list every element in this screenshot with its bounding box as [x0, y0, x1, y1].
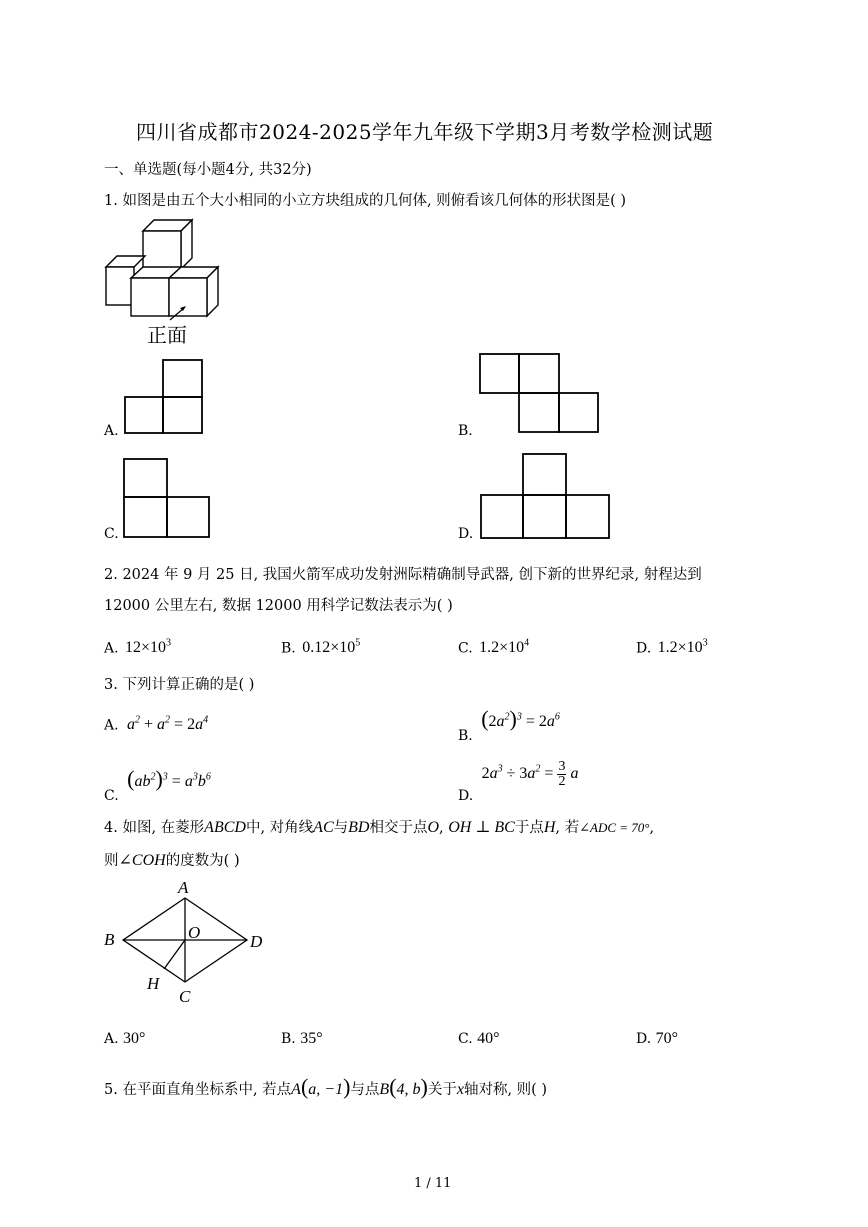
cube-figure: [100, 212, 230, 352]
question-1-stem: 1. 如图是由五个大小相同的小立方块组成的几何体, 则俯看该几何体的形状图是( ): [104, 193, 627, 209]
q3-option-a[interactable]: A. $a^2 + a^2 = 2a^4$: [104, 715, 209, 734]
q1-option-a-label[interactable]: A.: [104, 423, 119, 439]
q3-option-d[interactable]: D. $2a^3 \div 3a^2$ = $\frac{3}{2}$ a: [458, 759, 579, 805]
q2-option-d[interactable]: D. $1.2\times 10^3$: [636, 638, 708, 657]
section-header: 一、单选题(每小题4分, 共32分): [104, 162, 312, 178]
question-2-line1: 2. 2024 年 9 月 25 日, 我国火箭军成功发射洲际精确制导武器, 创下新的世界纪录, 射程达到: [104, 567, 702, 583]
page-number: 1 / 11: [414, 1176, 452, 1191]
q1-option-b-figure[interactable]: [479, 353, 601, 435]
question-4-line1: 4. 如图, 在菱形ABCD中, 对角线AC与BD相交于点O, OH ⊥ BC于点H, 若∠ADC = 70°,: [104, 819, 655, 836]
q2-option-a[interactable]: A. $12\times 10^3$: [104, 638, 172, 657]
q4-option-c[interactable]: C. 40°: [458, 1030, 500, 1047]
question-3-stem: 3. 下列计算正确的是( ): [104, 677, 255, 693]
q3-option-b[interactable]: B. $(2a^2)^3 = 2a^6$: [458, 706, 560, 744]
q4-option-d[interactable]: D. 70°: [636, 1030, 679, 1047]
q1-option-d-label[interactable]: D.: [458, 526, 474, 542]
question-2-line2: 12000 公里左右, 数据 12000 用科学记数法表示为( ): [104, 598, 453, 614]
question-5-stem: 5. 在平面直角坐标系中, 若点A(a, −1)与点B(4, b)关于x轴对称, 则( ): [104, 1074, 548, 1099]
q1-option-c-figure[interactable]: [123, 458, 213, 540]
vertex-b-label: B: [104, 930, 115, 949]
q1-option-b-label[interactable]: B.: [458, 423, 473, 439]
q1-option-d-figure[interactable]: [480, 453, 612, 541]
question-4-line2: 则∠COH的度数为( ): [104, 852, 240, 869]
q2-option-c[interactable]: C. $1.2\times 10^4$: [458, 638, 530, 657]
point-o-label: O: [188, 923, 201, 942]
q3-option-c[interactable]: C. $(ab^2)^3 = a^3b^6$: [104, 766, 211, 804]
point-h-label: H: [147, 974, 160, 993]
q2-option-b[interactable]: B. $0.12\times 10^5$: [281, 638, 361, 657]
vertex-c-label: C: [179, 987, 191, 1006]
q1-option-a-figure[interactable]: [124, 359, 204, 435]
vertex-d-label: D: [250, 932, 263, 951]
q4-option-a[interactable]: A. 30°: [104, 1030, 146, 1047]
q4-option-b[interactable]: B. 35°: [281, 1030, 323, 1047]
front-label: 正面: [147, 325, 187, 347]
q1-option-c-label[interactable]: C.: [104, 526, 119, 542]
vertex-a-label: A: [178, 878, 189, 897]
document-title: 四川省成都市2024-2025学年九年级下学期3月考数学检测试题: [136, 120, 714, 144]
rhombus-figure: [100, 878, 275, 1006]
